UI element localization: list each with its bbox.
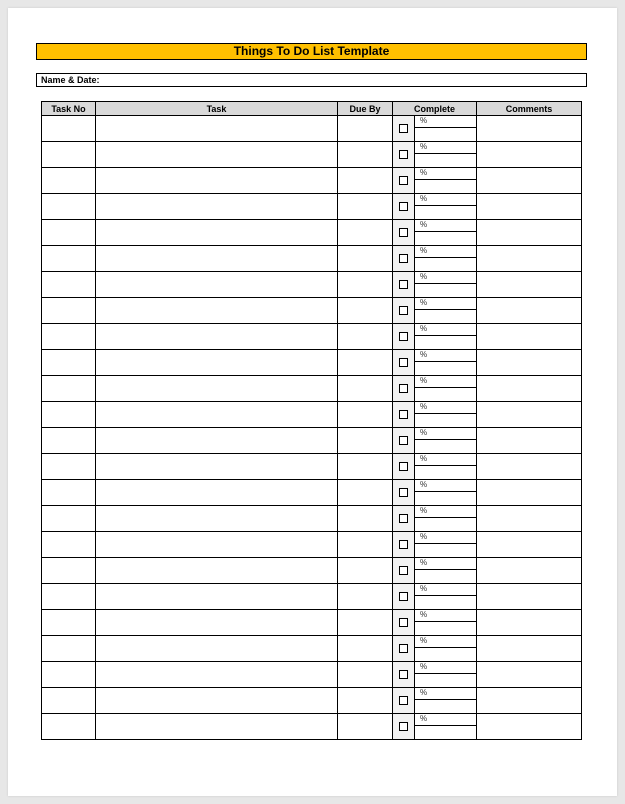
table-row [42, 688, 582, 714]
percent-label: % [415, 298, 476, 310]
due-by-cell[interactable] [338, 428, 393, 454]
comments-cell[interactable] [477, 662, 582, 688]
task-no-cell[interactable] [42, 194, 96, 220]
task-no-cell[interactable] [42, 532, 96, 558]
percent-label: % [415, 168, 476, 180]
due-by-cell[interactable] [338, 714, 393, 740]
complete-checkbox-cell[interactable] [393, 194, 415, 220]
complete-checkbox[interactable] [399, 176, 408, 185]
percent-label: % [415, 246, 476, 258]
complete-checkbox-cell[interactable] [393, 402, 415, 428]
task-no-cell[interactable] [42, 480, 96, 506]
due-by-cell[interactable] [338, 454, 393, 480]
complete-checkbox-cell[interactable] [393, 480, 415, 506]
percent-label: % [415, 610, 476, 622]
complete-checkbox[interactable] [399, 540, 408, 549]
comments-cell[interactable] [477, 584, 582, 610]
complete-checkbox[interactable] [399, 644, 408, 653]
header-comments: Comments [477, 102, 582, 116]
task-no-cell[interactable] [42, 662, 96, 688]
document-page [8, 8, 617, 796]
table-row [42, 194, 582, 220]
header-due-by: Due By [338, 102, 393, 116]
task-cell[interactable] [96, 714, 338, 740]
percent-label: % [415, 402, 476, 414]
task-cell[interactable] [96, 584, 338, 610]
complete-percent-cell[interactable] [415, 714, 477, 740]
complete-checkbox[interactable] [399, 150, 408, 159]
complete-percent-cell[interactable] [415, 688, 477, 714]
comments-cell[interactable] [477, 506, 582, 532]
task-cell[interactable] [96, 662, 338, 688]
complete-checkbox[interactable] [399, 618, 408, 627]
complete-checkbox[interactable] [399, 592, 408, 601]
due-by-cell[interactable] [338, 324, 393, 350]
due-by-cell[interactable] [338, 298, 393, 324]
complete-checkbox-cell[interactable] [393, 636, 415, 662]
due-by-cell[interactable] [338, 246, 393, 272]
due-by-cell[interactable] [338, 168, 393, 194]
complete-checkbox-cell[interactable] [393, 662, 415, 688]
task-no-cell[interactable] [42, 454, 96, 480]
task-no-cell[interactable] [42, 558, 96, 584]
percent-label: % [415, 636, 476, 648]
comments-cell[interactable] [477, 688, 582, 714]
complete-checkbox[interactable] [399, 332, 408, 341]
task-no-cell[interactable] [42, 584, 96, 610]
task-cell[interactable] [96, 116, 338, 142]
comments-cell[interactable] [477, 428, 582, 454]
task-no-cell[interactable] [42, 350, 96, 376]
complete-checkbox-cell[interactable] [393, 298, 415, 324]
table-row [42, 662, 582, 688]
comments-cell[interactable] [477, 220, 582, 246]
complete-checkbox[interactable] [399, 124, 408, 133]
task-cell[interactable] [96, 142, 338, 168]
complete-checkbox[interactable] [399, 436, 408, 445]
task-cell[interactable] [96, 376, 338, 402]
complete-percent-cell[interactable] [415, 636, 477, 662]
due-by-cell[interactable] [338, 636, 393, 662]
task-cell[interactable] [96, 194, 338, 220]
table-row [42, 532, 582, 558]
header-task: Task [96, 102, 338, 116]
complete-percent-cell[interactable] [415, 350, 477, 376]
task-cell[interactable] [96, 324, 338, 350]
due-by-cell[interactable] [338, 142, 393, 168]
complete-percent-cell[interactable] [415, 298, 477, 324]
comments-cell[interactable] [477, 714, 582, 740]
complete-checkbox[interactable] [399, 410, 408, 419]
complete-percent-cell[interactable] [415, 272, 477, 298]
task-cell[interactable] [96, 272, 338, 298]
task-cell[interactable] [96, 350, 338, 376]
complete-percent-cell[interactable] [415, 428, 477, 454]
table-row [42, 272, 582, 298]
percent-label: % [415, 558, 476, 570]
comments-cell[interactable] [477, 402, 582, 428]
comments-cell[interactable] [477, 532, 582, 558]
complete-checkbox-cell[interactable] [393, 506, 415, 532]
task-no-cell[interactable] [42, 142, 96, 168]
table-row [42, 714, 582, 740]
percent-label: % [415, 142, 476, 154]
name-date-field[interactable]: Name & Date: [36, 73, 587, 87]
task-cell[interactable] [96, 454, 338, 480]
due-by-cell[interactable] [338, 350, 393, 376]
table-row [42, 454, 582, 480]
table-row [42, 298, 582, 324]
task-cell[interactable] [96, 168, 338, 194]
complete-checkbox-cell[interactable] [393, 584, 415, 610]
table-header-row [42, 102, 582, 116]
table-row [42, 246, 582, 272]
comments-cell[interactable] [477, 116, 582, 142]
task-no-cell[interactable] [42, 376, 96, 402]
due-by-cell[interactable] [338, 688, 393, 714]
table-row [42, 610, 582, 636]
task-no-cell[interactable] [42, 220, 96, 246]
due-by-cell[interactable] [338, 558, 393, 584]
task-no-cell[interactable] [42, 246, 96, 272]
percent-label: % [415, 688, 476, 700]
complete-checkbox-cell[interactable] [393, 714, 415, 740]
complete-percent-cell[interactable] [415, 584, 477, 610]
comments-cell[interactable] [477, 480, 582, 506]
percent-label: % [415, 350, 476, 362]
task-no-cell[interactable] [42, 272, 96, 298]
complete-checkbox[interactable] [399, 202, 408, 211]
task-no-cell[interactable] [42, 688, 96, 714]
task-cell[interactable] [96, 220, 338, 246]
complete-percent-cell[interactable] [415, 376, 477, 402]
header-task-no: Task No [42, 102, 96, 116]
table-row [42, 636, 582, 662]
complete-checkbox[interactable] [399, 306, 408, 315]
task-no-cell[interactable] [42, 116, 96, 142]
percent-label: % [415, 116, 476, 128]
percent-label: % [415, 376, 476, 388]
comments-cell[interactable] [477, 350, 582, 376]
percent-label: % [415, 194, 476, 206]
complete-checkbox[interactable] [399, 280, 408, 289]
task-cell[interactable] [96, 558, 338, 584]
task-cell[interactable] [96, 532, 338, 558]
complete-checkbox[interactable] [399, 722, 408, 731]
complete-percent-cell[interactable] [415, 246, 477, 272]
due-by-cell[interactable] [338, 480, 393, 506]
complete-checkbox-cell[interactable] [393, 142, 415, 168]
comments-cell[interactable] [477, 194, 582, 220]
complete-checkbox[interactable] [399, 514, 408, 523]
complete-checkbox[interactable] [399, 228, 408, 237]
complete-percent-cell[interactable] [415, 662, 477, 688]
task-cell[interactable] [96, 402, 338, 428]
task-cell[interactable] [96, 610, 338, 636]
task-no-cell[interactable] [42, 298, 96, 324]
complete-checkbox[interactable] [399, 670, 408, 679]
table-row [42, 584, 582, 610]
due-by-cell[interactable] [338, 376, 393, 402]
table-row [42, 480, 582, 506]
due-by-cell[interactable] [338, 116, 393, 142]
complete-percent-cell[interactable] [415, 194, 477, 220]
complete-percent-cell[interactable] [415, 402, 477, 428]
complete-checkbox-cell[interactable] [393, 324, 415, 350]
table-row [42, 324, 582, 350]
complete-checkbox[interactable] [399, 566, 408, 575]
complete-percent-cell[interactable] [415, 610, 477, 636]
complete-checkbox-cell[interactable] [393, 532, 415, 558]
percent-label: % [415, 662, 476, 674]
complete-percent-cell[interactable] [415, 168, 477, 194]
percent-label: % [415, 428, 476, 440]
due-by-cell[interactable] [338, 532, 393, 558]
comments-cell[interactable] [477, 272, 582, 298]
header-complete: Complete [393, 102, 477, 116]
complete-checkbox[interactable] [399, 696, 408, 705]
todo-table [41, 101, 582, 740]
task-cell[interactable] [96, 428, 338, 454]
table-row [42, 116, 582, 142]
complete-checkbox-cell[interactable] [393, 610, 415, 636]
due-by-cell[interactable] [338, 194, 393, 220]
complete-checkbox[interactable] [399, 254, 408, 263]
table-row [42, 558, 582, 584]
due-by-cell[interactable] [338, 662, 393, 688]
due-by-cell[interactable] [338, 584, 393, 610]
task-no-cell[interactable] [42, 324, 96, 350]
task-cell[interactable] [96, 688, 338, 714]
page-title: Things To Do List Template [36, 43, 587, 60]
comments-cell[interactable] [477, 558, 582, 584]
percent-label: % [415, 584, 476, 596]
comments-cell[interactable] [477, 168, 582, 194]
complete-checkbox-cell[interactable] [393, 272, 415, 298]
complete-percent-cell[interactable] [415, 532, 477, 558]
task-no-cell[interactable] [42, 714, 96, 740]
complete-checkbox[interactable] [399, 488, 408, 497]
due-by-cell[interactable] [338, 506, 393, 532]
complete-checkbox-cell[interactable] [393, 246, 415, 272]
percent-label: % [415, 480, 476, 492]
comments-cell[interactable] [477, 610, 582, 636]
table-row [42, 506, 582, 532]
table-row [42, 220, 582, 246]
complete-checkbox-cell[interactable] [393, 350, 415, 376]
comments-cell[interactable] [477, 376, 582, 402]
complete-checkbox-cell[interactable] [393, 168, 415, 194]
task-cell[interactable] [96, 506, 338, 532]
table-row [42, 168, 582, 194]
complete-percent-cell[interactable] [415, 480, 477, 506]
percent-label: % [415, 506, 476, 518]
percent-label: % [415, 324, 476, 336]
task-no-cell[interactable] [42, 168, 96, 194]
percent-label: % [415, 272, 476, 284]
complete-percent-cell[interactable] [415, 142, 477, 168]
comments-cell[interactable] [477, 142, 582, 168]
table-row [42, 402, 582, 428]
due-by-cell[interactable] [338, 610, 393, 636]
task-no-cell[interactable] [42, 402, 96, 428]
complete-checkbox-cell[interactable] [393, 376, 415, 402]
comments-cell[interactable] [477, 454, 582, 480]
table-row [42, 376, 582, 402]
task-cell[interactable] [96, 636, 338, 662]
complete-checkbox-cell[interactable] [393, 688, 415, 714]
task-no-cell[interactable] [42, 428, 96, 454]
task-cell[interactable] [96, 298, 338, 324]
complete-checkbox-cell[interactable] [393, 558, 415, 584]
table-row [42, 350, 582, 376]
table-row [42, 142, 582, 168]
comments-cell[interactable] [477, 246, 582, 272]
due-by-cell[interactable] [338, 220, 393, 246]
task-no-cell[interactable] [42, 636, 96, 662]
complete-checkbox-cell[interactable] [393, 220, 415, 246]
task-no-cell[interactable] [42, 506, 96, 532]
table-row [42, 428, 582, 454]
complete-percent-cell[interactable] [415, 116, 477, 142]
complete-percent-cell[interactable] [415, 454, 477, 480]
due-by-cell[interactable] [338, 272, 393, 298]
complete-checkbox[interactable] [399, 384, 408, 393]
complete-checkbox-cell[interactable] [393, 116, 415, 142]
percent-label: % [415, 714, 476, 726]
task-cell[interactable] [96, 480, 338, 506]
task-no-cell[interactable] [42, 610, 96, 636]
complete-checkbox-cell[interactable] [393, 454, 415, 480]
percent-label: % [415, 220, 476, 232]
task-cell[interactable] [96, 246, 338, 272]
comments-cell[interactable] [477, 636, 582, 662]
comments-cell[interactable] [477, 324, 582, 350]
complete-percent-cell[interactable] [415, 558, 477, 584]
complete-percent-cell[interactable] [415, 506, 477, 532]
percent-label: % [415, 454, 476, 466]
percent-label: % [415, 532, 476, 544]
due-by-cell[interactable] [338, 402, 393, 428]
comments-cell[interactable] [477, 298, 582, 324]
complete-checkbox[interactable] [399, 358, 408, 367]
complete-percent-cell[interactable] [415, 220, 477, 246]
complete-percent-cell[interactable] [415, 324, 477, 350]
complete-checkbox-cell[interactable] [393, 428, 415, 454]
complete-checkbox[interactable] [399, 462, 408, 471]
